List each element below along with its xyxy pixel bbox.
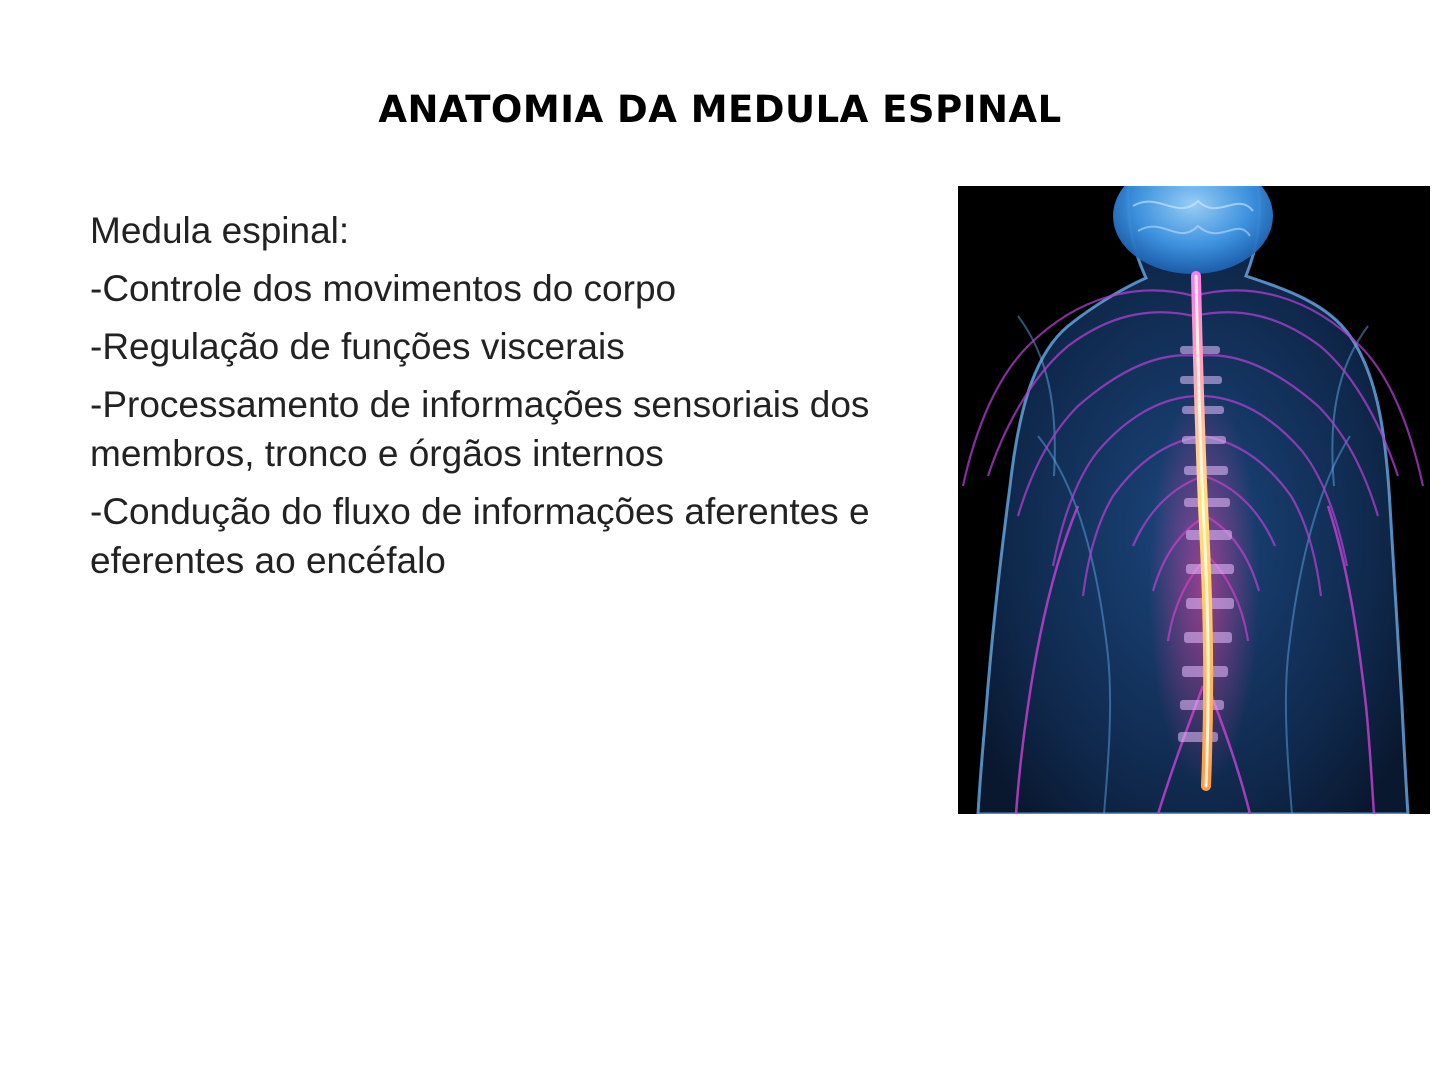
body-heading: Medula espinal: [90, 210, 350, 251]
bullet-item: -Processamento de informações sensoriais dos membros, tronco e órgãos internos [90, 384, 870, 474]
bullet-item: -Regulação de funções viscerais [90, 326, 625, 367]
bullet-item: -Condução do fluxo de informações aferentes e eferentes ao encéfalo [90, 491, 870, 581]
bullet-item: -Controle dos movimentos do corpo [90, 268, 677, 309]
slide-title: ANATOMIA DA MEDULA ESPINAL [378, 88, 1062, 131]
slide-body [90, 206, 960, 594]
spinal-cord-illustration [958, 186, 1430, 814]
